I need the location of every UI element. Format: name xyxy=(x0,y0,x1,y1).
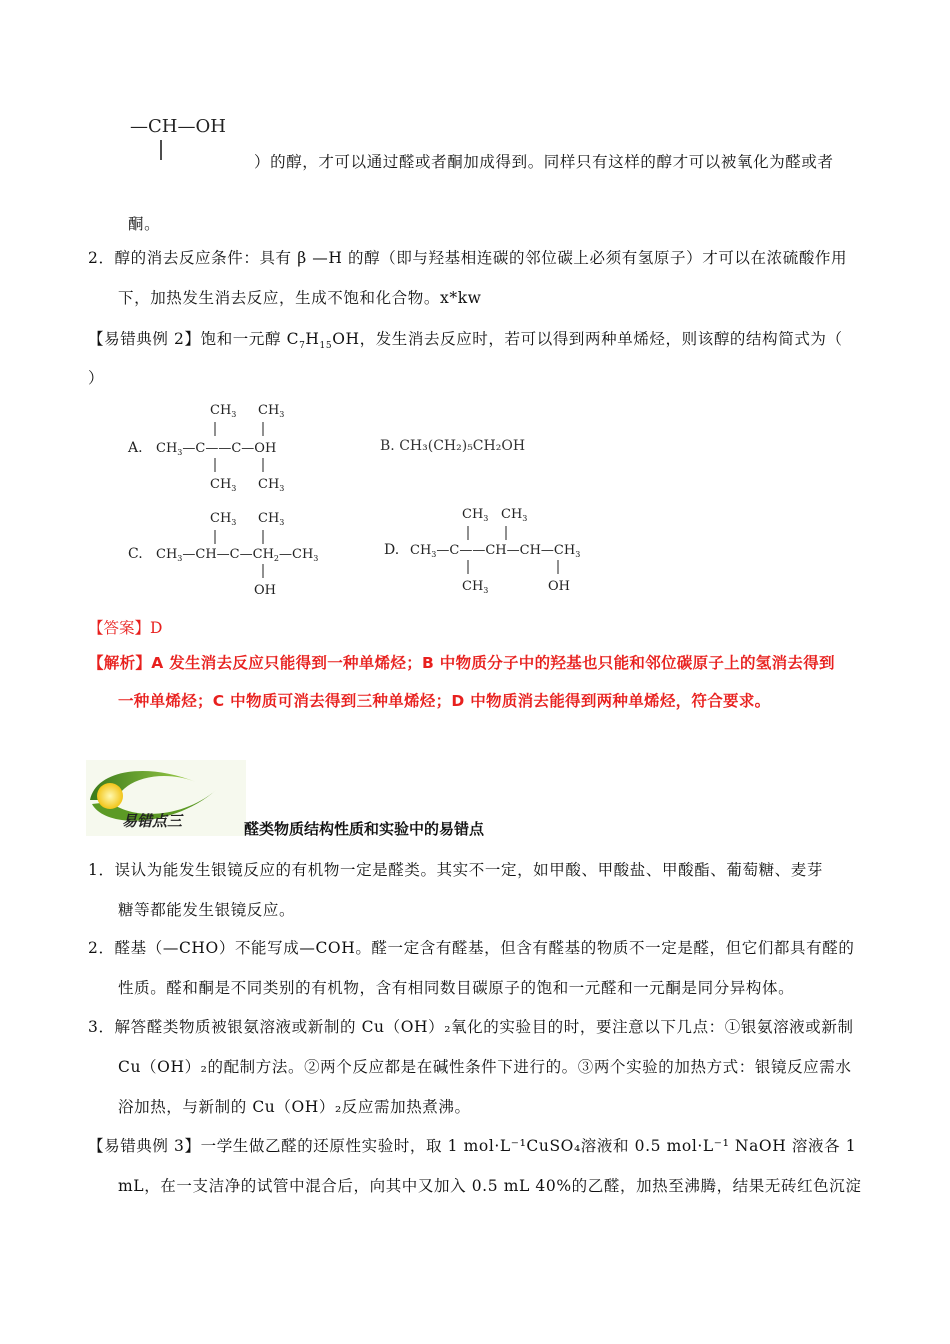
option-d-top-ch3-1: $CH_3$ xyxy=(462,507,489,523)
option-c-label: C. xyxy=(128,546,143,562)
option-d-main-chain: $CH_3—C——CH—CH—CH_3$ xyxy=(410,543,581,559)
option-c-structure xyxy=(124,506,374,605)
point1-line2: 糖等都能发生银镜反应。 xyxy=(118,901,296,919)
option-a-svg xyxy=(124,396,344,496)
item2-line2: 下，加热发生消去反应，生成不饱和化合物。x*kw xyxy=(118,289,482,307)
option-d-label: D. xyxy=(384,542,400,558)
para1-line1: ）的醇，才可以通过醛或者酮加成得到。同样只有这样的醇才可以被氧化为醛或者 xyxy=(254,153,834,171)
section3-title: 醛类物质结构性质和实验中的易错点 xyxy=(244,820,485,838)
point2-line2: 性质。醛和酮是不同类别的有机物，含有相同数目碳原子的饱和一元醛和一元酮是同分异构体。 xyxy=(118,979,795,997)
option-a-bottom-ch3-2: $CH_3$ xyxy=(258,477,285,493)
example3-line1: 【易错典例 3】一学生做乙醛的还原性实验时，取 1 mol·L⁻¹CuSO₄溶液和 0.5 mol·L⁻¹ NaOH 溶液各 1 xyxy=(88,1137,857,1155)
point2-line1: 2．醛基（—CHO）不能写成—COH。醛一定含有醛基，但含有醛基的物质不一定是醛，但它们都具有醛的 xyxy=(88,939,855,957)
analysis-text-1: A 发生消去反应只能得到一种单烯烃；B 中物质分子中的羟基也只能和邻位碳原子上的氢消去得到 xyxy=(151,654,835,672)
analysis-label: 【解析】 xyxy=(88,654,152,672)
option-a-top-ch3-2: $CH_3$ xyxy=(258,403,285,419)
option-d-bottom-ch3: $CH_3$ xyxy=(462,579,489,595)
badge-text: 易错点三 xyxy=(122,812,183,830)
analysis-line2: 一种单烯烃；C 中物质可消去得到三种单烯烃；D 中物质消去能得到两种单烯烃，符合要求。 xyxy=(118,692,771,710)
example2-line1 xyxy=(88,327,843,351)
section-badge xyxy=(86,760,246,836)
point3-line2: Cu（OH）₂的配制方法。②两个反应都是在碱性条件下进行的。③两个实验的加热方式：银镜反应需水 xyxy=(118,1058,852,1076)
swirl-logo-icon xyxy=(86,760,246,836)
ch-oh-group-text: —CH—OH xyxy=(130,116,226,137)
option-a-structure xyxy=(124,396,344,500)
option-b-label: B. xyxy=(380,438,395,454)
example2-prefix: 【易错典例 2】饱和一元醇 C xyxy=(88,330,300,348)
point3-line3: 浴加热，与新制的 Cu（OH）₂反应需加热煮沸。 xyxy=(118,1098,471,1116)
item2-line1: 2．醇的消去反应条件：具有 β —H 的醇（即与羟基相连碳的邻位碳上必须有氢原子）才可以在浓硫酸作用 xyxy=(88,249,848,267)
option-b xyxy=(380,438,525,454)
option-c-oh: OH xyxy=(254,583,276,598)
formula-h: H xyxy=(305,330,320,348)
option-a-bottom-ch3-1: $CH_3$ xyxy=(210,477,237,493)
example2-suffix: OH，发生消去反应时，若可以得到两种单烯烃，则该醇的结构简式为（ xyxy=(332,330,843,348)
option-c-top-ch3-2: $CH_3$ xyxy=(258,511,285,527)
point3-line1: 3．解答醛类物质被银氨溶液或新制的 Cu（OH）₂氧化的实验目的时，要注意以下几点：①银氨溶液或新制 xyxy=(88,1018,854,1036)
option-c-svg xyxy=(124,506,374,601)
point1-line1: 1．误认为能发生银镜反应的有机物一定是醛类。其实不一定，如甲酸、甲酸盐、甲酸酯、葡萄糖、麦芽 xyxy=(88,861,823,879)
example2-line2: ） xyxy=(88,369,105,387)
option-c-main-chain: $CH_3—CH—C—CH_2—CH_3$ xyxy=(156,547,319,563)
para1-line2: 酮。 xyxy=(128,215,161,233)
answer: 【答案】D xyxy=(88,619,163,637)
option-a-main-chain: $CH_3—C——C—OH$ xyxy=(156,441,277,457)
option-a-top-ch3-1: $CH_3$ xyxy=(210,403,237,419)
option-b-formula: CH₃(CH₂)₅CH₂OH xyxy=(399,438,526,454)
option-d-oh: OH xyxy=(548,579,570,594)
option-a-label: A. xyxy=(128,440,143,456)
analysis-line1 xyxy=(88,651,835,673)
option-c-top-ch3-1: $CH_3$ xyxy=(210,511,237,527)
ch-oh-structure xyxy=(128,112,258,172)
option-d-top-ch3-2: $CH_3$ xyxy=(501,507,528,523)
formula-sub-h: 15 xyxy=(319,341,333,352)
option-d-svg xyxy=(380,502,640,597)
example3-line2: mL，在一支洁净的试管中混合后，向其中又加入 0.5 mL 40%的乙醛，加热至沸腾，结果无砖红色沉淀 xyxy=(118,1177,862,1195)
structural-formula-ch-oh xyxy=(128,112,258,172)
formula-sub-c: 7 xyxy=(299,341,306,352)
option-d-structure xyxy=(380,502,640,601)
